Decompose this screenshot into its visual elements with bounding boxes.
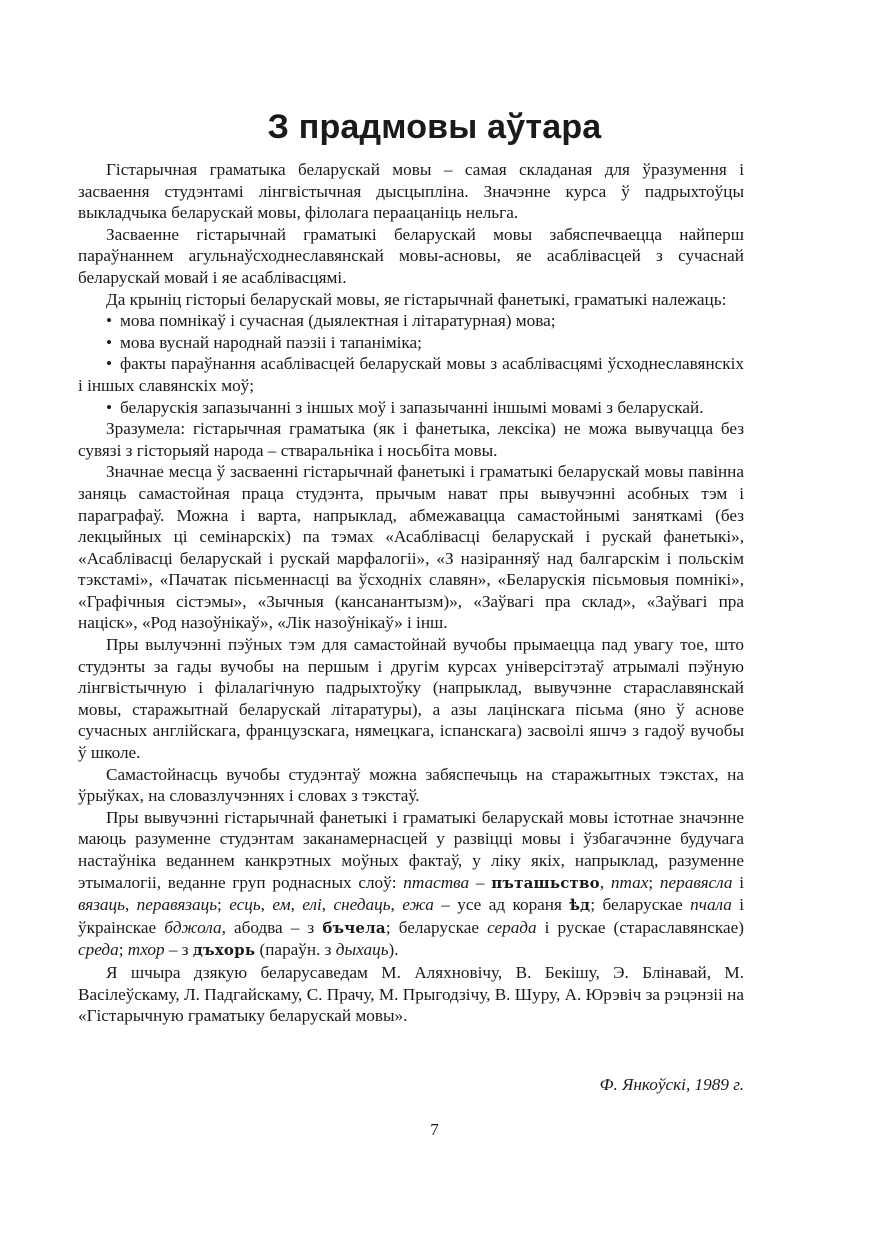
bullet-icon: • bbox=[106, 397, 113, 417]
example-word: перавязаць bbox=[136, 895, 218, 915]
text-run: ; беларускае bbox=[385, 917, 488, 937]
old-slavonic-word: ѣд bbox=[569, 896, 591, 915]
text-run: – bbox=[469, 872, 492, 892]
paragraph-9: Я шчыра дзякую беларусаведам М. Аляхновічу, В. Бекішу, Э. Блінавай, М. Васілеўскаму, Л. Падгайскаму, С. Прачу, М. Прыгодзічу, В. Шуру, А. Юрэвіч за рэцэнзіі на «Гістарычную граматыку беларускай мовы». bbox=[78, 962, 744, 1026]
paragraph-2: Засваенне гістарычнай граматыкі беларускай мовы забяспечваецца найперш параўнаннем агульнаўсходнеславянскай мовы-асновы, яе асаблівасцей з сучаснай беларускай мовай і яе асаблівасцямі. bbox=[78, 224, 744, 287]
old-slavonic-word: бъчела bbox=[322, 918, 386, 937]
page-title: З прадмовы аўтара bbox=[267, 108, 602, 146]
example-word: ежа bbox=[402, 895, 434, 915]
example-word: тхор bbox=[127, 940, 165, 960]
list-item-1 bbox=[78, 310, 744, 332]
paragraph-6: Пры вылучэнні пэўных тэм для самастойнай вучобы прымаецца пад увагу тое, што студэнты за гады вучобы на першым і другім курсах універсітэтаў атрымалі пэўную лінгвістычную і філалагічную падрыхтоўку (напрыклад, вывучэнне стараславянскай мовы, старажытнай беларускай літаратуры), а азы лацінскага пісьма (яно ў аснове сучасных англійскага, французскага, нямецкага, іспанскага) засвоілі яшчэ з гадоў вучобы ў школе. bbox=[78, 635, 744, 763]
example-word: среда bbox=[78, 940, 119, 960]
text-run: ; bbox=[118, 940, 128, 960]
author-signature: Ф. Янкоўскі, 1989 г. bbox=[599, 1075, 744, 1094]
list-item-text: мова вуснай народнай паэзіі і тапаніміка; bbox=[120, 332, 422, 352]
text-run: (параўн. з bbox=[255, 940, 336, 960]
example-word: перавясла bbox=[659, 872, 733, 892]
text-run: і ўкраінскае bbox=[78, 895, 745, 937]
list-item-4 bbox=[78, 397, 744, 419]
example-word: снедаць bbox=[333, 895, 391, 915]
example-word: вязаць bbox=[78, 895, 125, 915]
text-run: ; bbox=[648, 872, 660, 892]
bullet-icon: • bbox=[106, 311, 113, 331]
paragraph-5: Значнае месца ў засваенні гістарычнай фанетыкі і граматыкі беларускай мовы павінна заняць самастойная праца студэнта, прычым нават пры вывучэнні асобных тэм і параграфаў. Можна і варта, напрыклад, абмежавацца самастойнымі заняткамі (без лекцыйных ці семінарскіх) па тэмах «Асаблівасці беларускай і рускай фанетыкі», «Асаблівасці беларускай і рускай марфалогіі», «З назіранняў над балгарскім і польскім тэкстамі», «Пачатак пісьменнасці ва ўсходніх славян», «Беларускія пісьмовыя помнікі», «Графічныя сістэмы», «Зычныя (кансанантызм)», «Заўвагі пра склад», «Заўвагі пра націск», «Род назоўнікаў», «Лік назоўнікаў» і інш. bbox=[78, 462, 744, 633]
text-run: Пры вывучэнні гістарычнай фанетыкі і граматыкі беларускай мовы істотнае значэнне маюць разуменне студэнтам заканамернасцей у развіцці мовы і ўзбагачэнне будучага настаўніка веданнем канкрэтных моўных фактаў, у ліку якіх, напрыклад, разуменне этымалогіі, веданне груп роднасных слоў: bbox=[78, 807, 744, 892]
text-run: , bbox=[599, 872, 611, 892]
paragraph-1: Гістарычная граматыка беларускай мовы – самая складаная для ўразумення і засваення студэнтамі лінгвістычная дысцыпліна. Значэнне курса ў падрыхтоўцы выкладчыка беларускай мовы, філолага пераацаніць нельга. bbox=[78, 160, 744, 223]
text-run: – з bbox=[164, 940, 193, 960]
example-word: есць bbox=[229, 895, 261, 915]
bullet-icon: • bbox=[106, 354, 113, 374]
text-run: , bbox=[290, 895, 303, 915]
example-word: ем bbox=[272, 895, 291, 915]
text-run: ). bbox=[388, 940, 399, 960]
preface-body bbox=[78, 159, 744, 1027]
paragraph-4: Зразумела: гістарычная граматыка (як і фанетыка, лексіка) не можа вывучацца без сувязі з гісторыяй народа – стваральніка і носьбіта мовы. bbox=[78, 419, 744, 460]
list-item-text: мова помнікаў і сучасная (дыялектная і літаратурная) мова; bbox=[120, 311, 556, 331]
old-slavonic-word: дъхорь bbox=[192, 941, 256, 960]
example-word: птаства bbox=[403, 872, 470, 892]
list-item-text: беларускія запазычанні з іншых моў і запазычанні іншымі мовамі з беларускай. bbox=[120, 397, 704, 417]
old-slavonic-word: пъташьство bbox=[491, 873, 600, 892]
page-number: 7 bbox=[430, 1120, 439, 1139]
paragraph-7: Самастойнасць вучобы студэнтаў можна забяспечыць на старажытных тэкстах, на ўрыўках, на словазлучэннях і словах з тэкстаў. bbox=[78, 764, 744, 806]
list-item-text: факты параўнання асаблівасцей беларускай мовы з асаблівасцямі ўсходнеславянскіх і іншых славянскіх моў; bbox=[78, 354, 744, 395]
text-run: ; bbox=[217, 895, 230, 915]
list-item-2 bbox=[78, 332, 744, 354]
example-word: елі bbox=[302, 895, 322, 915]
text-run: , bbox=[321, 895, 334, 915]
example-word: пчала bbox=[690, 895, 732, 915]
bullet-icon: • bbox=[106, 332, 113, 352]
text-run: ; беларускае bbox=[590, 895, 691, 915]
text-run: – усе ад кораня bbox=[433, 895, 570, 915]
list-item-3 bbox=[78, 353, 744, 396]
example-word: бджола bbox=[164, 917, 222, 937]
example-word: дыхаць bbox=[335, 940, 389, 960]
text-run: і рускае (стараславянскае) bbox=[536, 917, 744, 937]
text-run: , bbox=[124, 895, 137, 915]
example-word: серада bbox=[487, 917, 537, 937]
text-run: і bbox=[732, 872, 745, 892]
text-run: , абодва – з bbox=[221, 917, 323, 937]
example-word: птах bbox=[610, 872, 649, 892]
text-run: , bbox=[390, 895, 403, 915]
paragraph-8 bbox=[78, 807, 744, 962]
text-run: , bbox=[260, 895, 273, 915]
paragraph-3: Да крыніц гісторыі беларускай мовы, яе гістарычнай фанетыкі, граматыкі належаць: bbox=[106, 289, 727, 309]
